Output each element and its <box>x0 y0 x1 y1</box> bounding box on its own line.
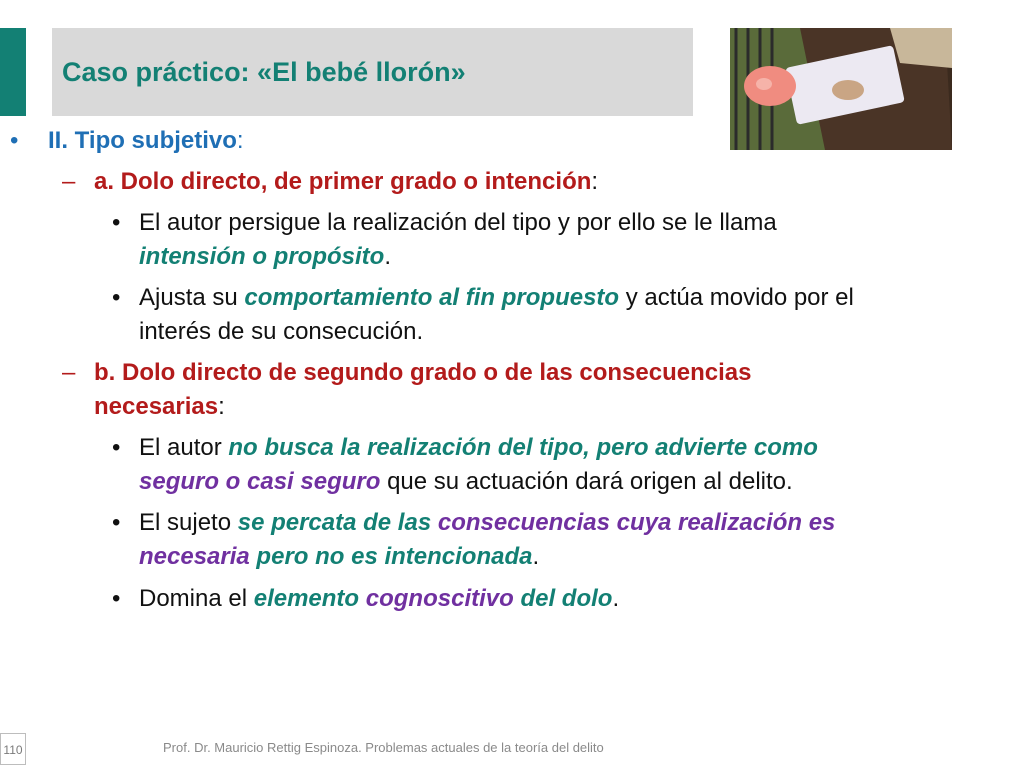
point-ajusta-line2 <box>139 317 423 347</box>
point-autor-no-busca-line1 <box>139 433 818 463</box>
point-sujeto-percata-line1 <box>139 508 835 538</box>
slide-title: Caso práctico: «El bebé llorón» <box>62 57 466 87</box>
heading-colon: : <box>236 127 244 154</box>
point-end: . <box>612 585 620 612</box>
title-accent-bar <box>0 28 26 116</box>
point-text: El autor persigue la realización del tipo y por ello se le llama <box>139 209 777 236</box>
space <box>431 509 438 536</box>
subheading-dolo-segundo-grado-line1 <box>94 358 751 388</box>
point-pre: Domina el <box>139 585 254 612</box>
point-autor-no-busca-line2 <box>139 467 793 497</box>
photo-illustration <box>730 28 952 150</box>
emphasis-intension-proposito: intensión o propósito <box>139 243 385 270</box>
point-pre: El sujeto <box>139 509 238 536</box>
footer-text: Prof. Dr. Mauricio Rettig Espinoza. Problemas actuales de la teoría del delito <box>163 740 604 755</box>
dash-level2: – <box>62 168 76 195</box>
point-end: . <box>532 543 540 570</box>
emphasis-se-percata: se percata de las <box>237 509 432 536</box>
point-autor-persigue-line2 <box>139 242 391 272</box>
emphasis-del-dolo: del dolo <box>513 585 613 612</box>
emphasis-comportamiento: comportamiento al fin propuesto <box>244 284 620 311</box>
point-end: . <box>384 243 391 270</box>
subheading-dolo-segundo-grado-line2 <box>94 392 225 422</box>
dash-level2: – <box>62 359 76 386</box>
point-post: que su actuación dará origen al delito. <box>380 468 793 495</box>
point-text: interés de su consecución. <box>139 318 424 345</box>
emphasis-elemento: elemento <box>253 585 360 612</box>
bullet-level3: • <box>112 585 121 612</box>
point-pre: Ajusta su <box>139 284 245 311</box>
space <box>359 585 366 612</box>
emphasis-necesaria: necesaria <box>139 543 250 570</box>
heading-text: II. Tipo subjetivo <box>48 127 237 154</box>
emphasis-no-intencionada: pero no es intencionada <box>249 543 533 570</box>
subheading-text: necesarias <box>94 393 219 420</box>
point-ajusta-line1 <box>139 283 854 313</box>
emphasis-cognoscitivo: cognoscitivo <box>365 585 514 612</box>
subheading-text: a. Dolo directo, de primer grado o intención <box>94 168 592 195</box>
bullet-level3: • <box>112 509 121 536</box>
slide-photo <box>730 28 952 150</box>
bullet-level3: • <box>112 209 121 236</box>
bullet-level3: • <box>112 284 121 311</box>
emphasis-no-busca: no busca la realización del tipo, pero advierte como <box>228 434 818 461</box>
section-heading-tipo-subjetivo <box>48 126 244 156</box>
subheading-colon: : <box>591 168 599 195</box>
subheading-dolo-directo-primer-grado <box>94 167 598 197</box>
subheading-text: b. Dolo directo de segundo grado o de las consecuencias <box>94 359 752 386</box>
point-domina-elemento <box>139 584 619 614</box>
bullet-level3: • <box>112 434 121 461</box>
point-autor-persigue-line1 <box>139 208 777 238</box>
subheading-colon: : <box>218 393 225 420</box>
point-sujeto-percata-line2 <box>139 542 539 572</box>
point-post: y actúa movido por el <box>619 284 854 311</box>
emphasis-seguro-casi-seguro: seguro o casi seguro <box>139 468 381 495</box>
emphasis-consecuencias: consecuencias cuya realización es <box>437 509 836 536</box>
bullet-level1: • <box>10 127 19 154</box>
point-pre: El autor <box>139 434 229 461</box>
page-number: 110 <box>0 733 26 765</box>
